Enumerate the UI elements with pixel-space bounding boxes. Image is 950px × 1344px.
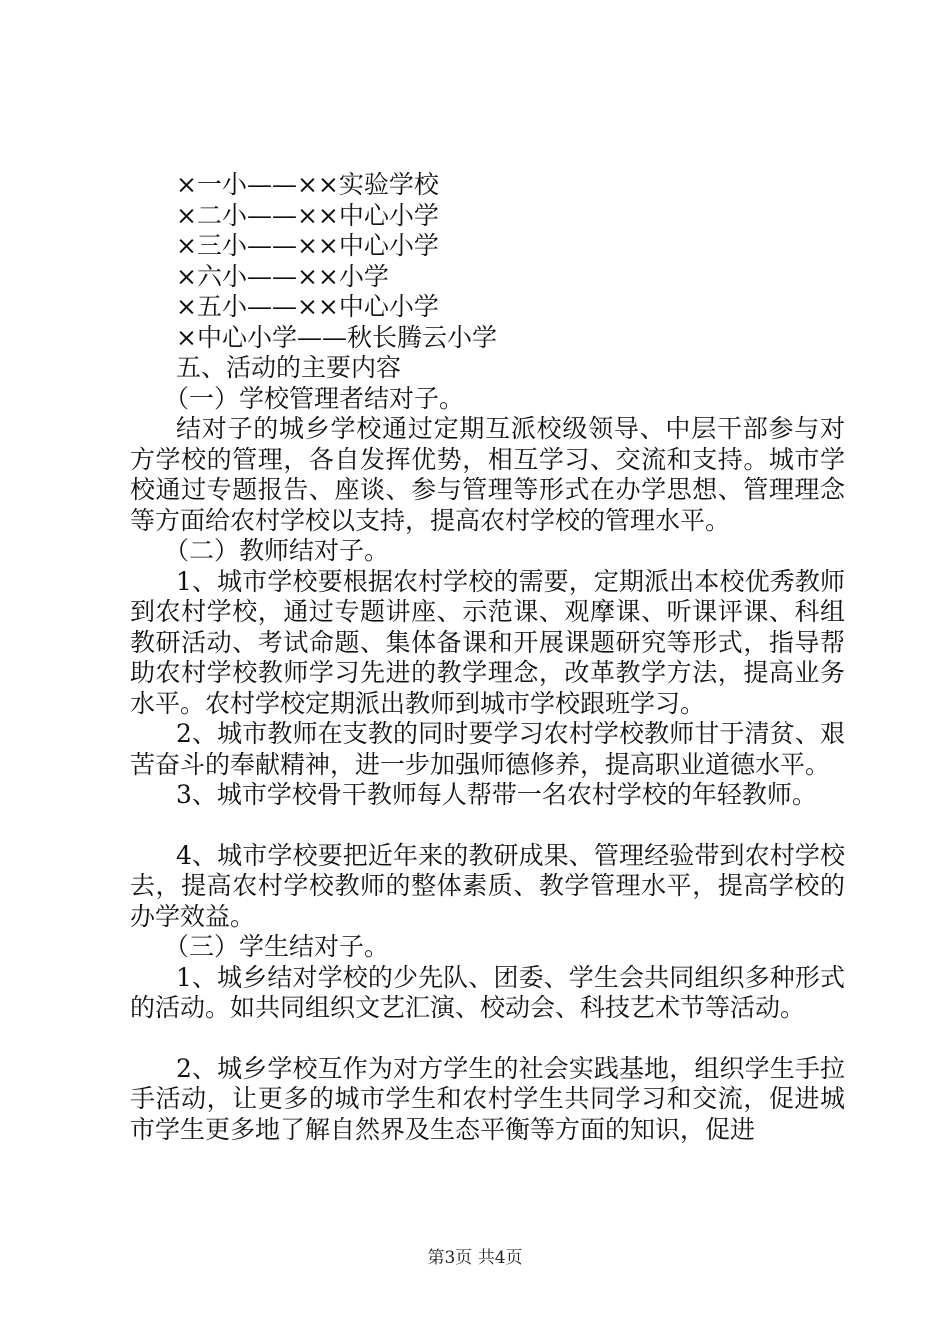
pair-line-4: ×六小——××小学	[176, 261, 389, 291]
section-heading: 五、活动的主要内容	[176, 353, 402, 382]
pair-line-1: ×一小——××实验学校	[176, 170, 439, 199]
pair-line-3: ×三小——××中心小学	[176, 231, 439, 260]
paragraph-student-2: 2、城乡学校互作为对方学生的社会实践基地，组织学生手拉手活动，让更多的城市学生和农村学生共同学习和交流，促进城市学生更多地了解自然界及生态平衡等方面的知识，促进	[130, 1053, 845, 1144]
pair-line-6: ×中心小学——秋长腾云小学	[176, 322, 497, 352]
paragraph-management: 结对子的城乡学校通过定期互派校级领导、中层干部参与对方学校的管理，各自发挥优势，相互学习、交流和支持。城市学校通过专题报告、座谈、参与管理等形式在办学思想、管理理念等方面给农村学校以支持，提高农村学校的管理水平。	[130, 414, 845, 535]
document-body	[130, 170, 845, 1145]
paragraph-teacher-3: 3、城市学校骨干教师每人帮带一名农村学校的年轻教师。	[176, 780, 817, 809]
pair-line-2: ×二小——××中心小学	[176, 200, 439, 230]
paragraph-teacher-2: 2、城市教师在支教的同时要学习农村学校教师甘于清贫、艰苦奋斗的奉献精神，进一步加强师德修养，提高职业道德水平。	[130, 719, 845, 779]
pair-line-5: ×五小——××中心小学	[176, 292, 439, 321]
subsection-heading-3: （三）学生结对子。	[164, 932, 390, 961]
subsection-heading-1: （一）学校管理者结对子。	[164, 383, 465, 413]
page-footer: 第3页 共4页	[427, 1248, 523, 1268]
paragraph-teacher-1: 1、城市学校要根据农村学校的需要，定期派出本校优秀教师到农村学校，通过专题讲座、示范课、观摩课、听课评课、科组教研活动、考试命题、集体备课和开展课题研究等形式，指导帮助农村学校教师学习先进的教学理念，改革教学方法，提高业务水平。农村学校定期派出教师到城市学校跟班学习。	[130, 566, 845, 718]
paragraph-teacher-4: 4、城市学校要把近年来的教研成果、管理经验带到农村学校去，提高农村学校教师的整体素质、教学管理水平，提高学校的办学效益。	[130, 840, 845, 931]
subsection-heading-2: （二）教师结对子。	[164, 536, 390, 565]
paragraph-student-1: 1、城乡结对学校的少先队、团委、学生会共同组织多种形式的活动。如共同组织文艺汇演、校动会、科技艺术节等活动。	[130, 962, 845, 1022]
